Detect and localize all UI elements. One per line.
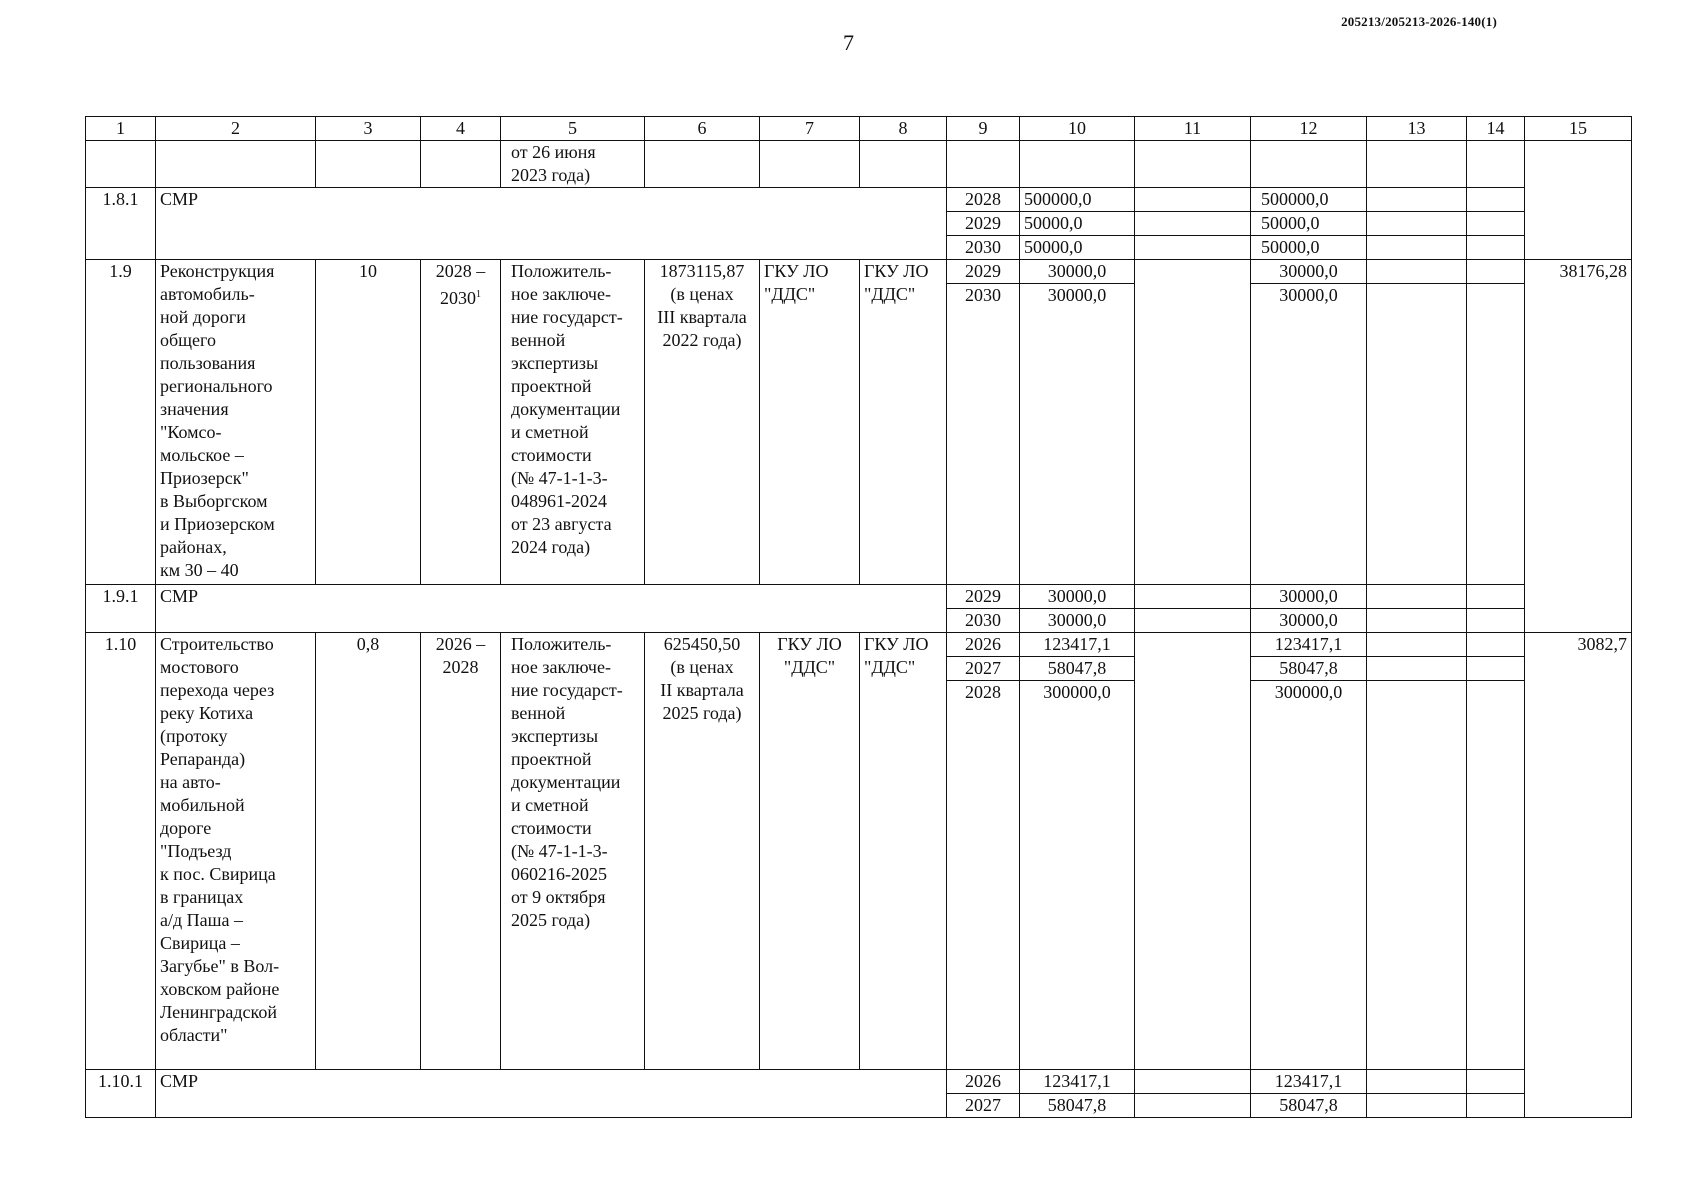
row-name: СМР: [156, 585, 947, 633]
value-cell: 500000,0: [1251, 188, 1367, 212]
period-cell: 2026 – 2028: [421, 633, 501, 1070]
year-cell: 2030: [947, 609, 1020, 633]
value-cell: 50000,0: [1251, 236, 1367, 260]
data-table: [85, 116, 1632, 1118]
developer-cell: ГКУ ЛО "ДДС": [860, 260, 947, 585]
value-cell: 50000,0: [1020, 212, 1135, 236]
value-cell: 123417,1: [1020, 633, 1135, 657]
row-name: Реконструкция автомобиль- ной дороги общего пользования регионального значения "Комсо- мольское – Приозерск" в Выборгском и Приозерском районах, км 30 – 40: [156, 260, 316, 585]
document-id: 205213/205213-2026-140(1): [1341, 14, 1497, 29]
value-cell: 123417,1: [1251, 633, 1367, 657]
column-header: 5: [501, 117, 645, 141]
year-cell: 2029: [947, 212, 1020, 236]
total-cell: 3082,7: [1525, 633, 1632, 1118]
value-cell: 300000,0: [1020, 681, 1135, 1070]
column-header: 14: [1467, 117, 1525, 141]
column-header: 9: [947, 117, 1020, 141]
row-name: СМР: [156, 188, 947, 260]
value-cell: 30000,0: [1020, 284, 1135, 585]
value-cell: 30000,0: [1251, 585, 1367, 609]
year-cell: 2026: [947, 1070, 1020, 1094]
column-header: 3: [316, 117, 421, 141]
value-cell: 300000,0: [1251, 681, 1367, 1070]
value-cell: 58047,8: [1020, 1094, 1135, 1118]
value-cell: 123417,1: [1251, 1070, 1367, 1094]
column-header: 6: [645, 117, 760, 141]
year-cell: 2029: [947, 585, 1020, 609]
value-cell: 50000,0: [1020, 236, 1135, 260]
column-header: 8: [860, 117, 947, 141]
total-cell: 38176,28: [1525, 260, 1632, 633]
year-cell: 2026: [947, 633, 1020, 657]
table-cell: от 26 июня 2023 года): [501, 141, 645, 188]
customer-cell: ГКУ ЛО "ДДС": [760, 260, 860, 585]
value-cell: 30000,0: [1020, 609, 1135, 633]
cost-cell: 1873115,87 (в ценах III квартала 2022 года): [645, 260, 760, 585]
year-cell: 2029: [947, 260, 1020, 284]
column-header: 10: [1020, 117, 1135, 141]
length-cell: 10: [316, 260, 421, 585]
year-cell: 2027: [947, 1094, 1020, 1118]
column-header: 13: [1367, 117, 1467, 141]
value-cell: 58047,8: [1251, 1094, 1367, 1118]
expertise-cell: Положитель- ное заключе- ние государст- венной экспертизы проектной документации и сметной стоимости (№ 47-1-1-3- 048961-2024 от 23 августа 2024 года): [501, 260, 645, 585]
value-cell: 50000,0: [1251, 212, 1367, 236]
year-cell: 2028: [947, 681, 1020, 1070]
value-cell: 30000,0: [1251, 284, 1367, 585]
value-cell: 30000,0: [1020, 585, 1135, 609]
value-cell: 30000,0: [1251, 260, 1367, 284]
value-cell: 58047,8: [1251, 657, 1367, 681]
column-header: 2: [156, 117, 316, 141]
customer-cell: ГКУ ЛО "ДДС": [760, 633, 860, 1070]
column-header: 1: [86, 117, 156, 141]
column-header: 4: [421, 117, 501, 141]
row-name: СМР: [156, 1070, 947, 1118]
page-number: 7: [843, 30, 854, 55]
column-header: 15: [1525, 117, 1632, 141]
header-row: [86, 117, 1632, 141]
value-cell: 30000,0: [1020, 260, 1135, 284]
column-header: 12: [1251, 117, 1367, 141]
table-row: [86, 260, 1632, 284]
value-cell: 123417,1: [1020, 1070, 1135, 1094]
row-number: 1.10: [86, 633, 156, 1070]
year-cell: 2030: [947, 236, 1020, 260]
table-row: [86, 188, 1632, 212]
table-row: [86, 1070, 1632, 1094]
row-name: Строительство мостового перехода через реку Котиха (протоку Репаранда) на авто- мобильной дороге "Подъезд к пос. Свирица в границах а/д Паша – Свирица – Загубье" в Вол- ховском районе Ленинградской области": [156, 633, 316, 1070]
column-header: 11: [1135, 117, 1251, 141]
length-cell: 0,8: [316, 633, 421, 1070]
expertise-cell: Положитель- ное заключе- ние государст- венной экспертизы проектной документации и сметной стоимости (№ 47-1-1-3- 060216-2025 от 9 октября 2025 года): [501, 633, 645, 1070]
developer-cell: ГКУ ЛО "ДДС": [860, 633, 947, 1070]
year-cell: 2027: [947, 657, 1020, 681]
column-header: 7: [760, 117, 860, 141]
cost-cell: 625450,50 (в ценах II квартала 2025 года): [645, 633, 760, 1070]
table-row: [86, 633, 1632, 657]
row-number: 1.10.1: [86, 1070, 156, 1118]
row-number: 1.8.1: [86, 188, 156, 260]
period-cell: 2028 – 2030$^1$: [421, 260, 501, 585]
value-cell: 30000,0: [1251, 609, 1367, 633]
row-number: 1.9.1: [86, 585, 156, 633]
year-cell: 2030: [947, 284, 1020, 585]
row-number: 1.9: [86, 260, 156, 585]
table-row: [86, 585, 1632, 609]
value-cell: 500000,0: [1020, 188, 1135, 212]
table-row: [86, 141, 1632, 188]
value-cell: 58047,8: [1020, 657, 1135, 681]
year-cell: 2028: [947, 188, 1020, 212]
